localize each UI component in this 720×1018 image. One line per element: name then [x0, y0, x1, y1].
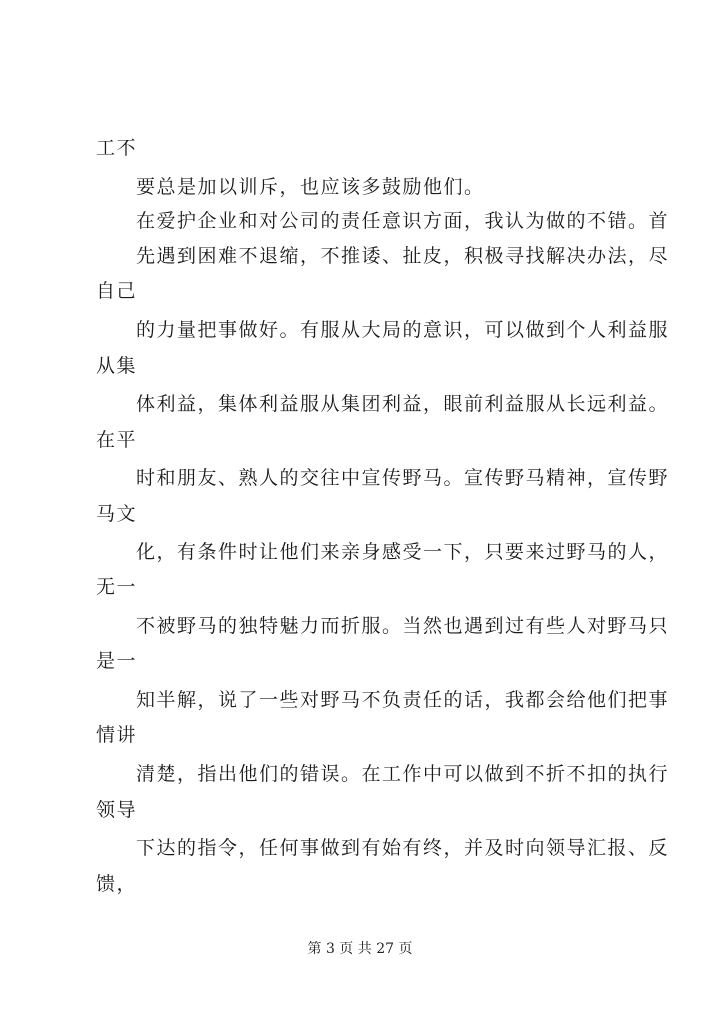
text-line: 清楚，指出他们的错误。在工作中可以做到不折不扣的执行: [136, 763, 670, 785]
text-line: 从集: [96, 355, 138, 377]
text-line: 下达的指令，任何事做到有始有终，并及时向领导汇报、反: [136, 837, 670, 859]
text-line: 工不: [96, 137, 138, 159]
text-line: 不被野马的独特魅力而折服。当然也遇到过有些人对野马只: [136, 615, 670, 637]
text-line: 在平: [96, 429, 138, 451]
text-line: 知半解，说了一些对野马不负责任的话，我都会给他们把事: [136, 689, 670, 711]
text-line: 时和朋友、熟人的交往中宣传野马。宣传野马精神，宣传野: [136, 467, 670, 489]
text-line: 要总是加以训斥，也应该多鼓励他们。: [136, 176, 485, 198]
text-line: 无一: [96, 576, 138, 598]
text-line: 先遇到困难不退缩，不推诿、扯皮，积极寻找解决办法，尽: [136, 245, 670, 267]
page-number-footer: 第 3 页 共 27 页: [307, 941, 413, 957]
text-line: 自己: [96, 280, 138, 302]
text-line: 情讲: [96, 724, 138, 746]
text-line: 领导: [96, 799, 138, 821]
text-line: 化，有条件时让他们来亲身感受一下，只要来过野马的人，: [136, 541, 670, 563]
text-line: 的力量把事做好。有服从大局的意识，可以做到个人利益服: [136, 319, 670, 341]
text-line: 体利益，集体利益服从集团利益，眼前利益服从长远利益。: [136, 393, 670, 415]
text-line: 马文: [96, 503, 138, 525]
text-line: 在爱护企业和对公司的责任意识方面，我认为做的不错。首: [136, 210, 670, 232]
text-line: 是一: [96, 650, 138, 672]
text-line: 馈，: [96, 873, 138, 895]
